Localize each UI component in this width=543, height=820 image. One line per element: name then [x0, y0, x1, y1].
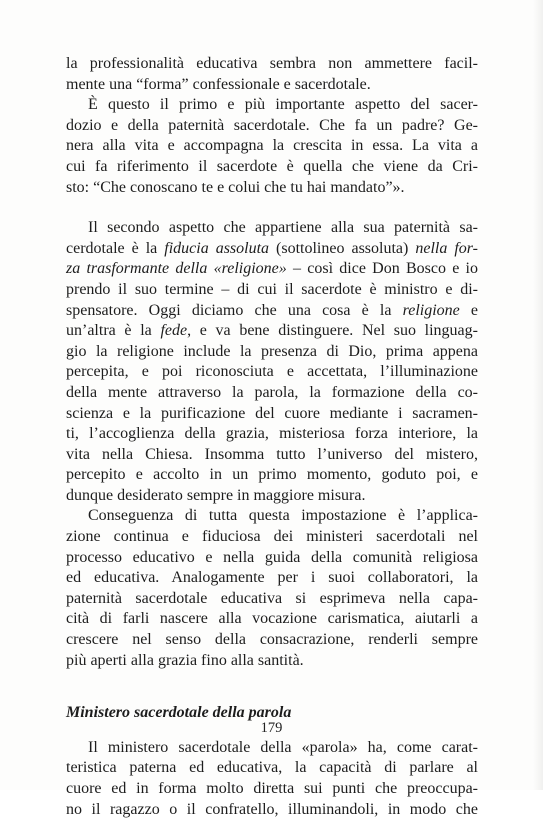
section-heading: Ministero sacerdotale della parola — [66, 704, 292, 722]
text-line: dozio e della paternità sacerdotale. Che fa un padre? Ge- — [66, 116, 478, 134]
section-gap — [66, 671, 478, 703]
text-line: mente una “forma” confessionale e sacerdotale. — [66, 75, 371, 93]
page-edge-shadow — [533, 0, 543, 790]
text-line: scienza e la purificazione del cuore mediante i sacramen- — [66, 404, 478, 422]
text-line: paternità sacerdotale educativa si esprimeva nella capa- — [66, 589, 478, 607]
text-line: un’altra è la fede, e va bene distinguere. Nel suo linguag- — [66, 322, 478, 340]
text-line: nera alla vita e accompagna la crescita in essa. La vita a — [66, 137, 478, 155]
text-line: della mente attraverso la parola, la formazione della co- — [66, 383, 478, 401]
text-line: cità di farli nascere alla vocazione carismatica, aiutarli a — [66, 610, 478, 628]
text-line: vita nella Chiesa. Insomma tutto l’universo del mistero, — [66, 445, 478, 463]
text-line: Conseguenza di tutta questa impostazione è l’applica- — [88, 507, 478, 525]
text-line: più aperti alla grazia fino alla santità. — [66, 651, 304, 669]
text-line: cuore ed in forma molto diretta sui punti che preoccupa- — [66, 780, 478, 797]
text-line: È questo il primo e più importante aspetto del sacer- — [88, 96, 478, 114]
text-line: cui fa riferimento il sacerdote è quella che viene da Cri- — [66, 157, 478, 175]
text-line: gio la religione include la presenza di Dio, prima appena — [66, 342, 478, 360]
text-line: cerdotale è la fiducia assoluta (sottolineo assoluta) nella for- — [66, 239, 479, 257]
text-line: processo educativo e nella guida della comunità religiosa — [66, 548, 478, 566]
text-line: Il secondo aspetto che appartiene alla sua paternità sa- — [88, 219, 478, 237]
paragraph-gap — [66, 198, 478, 218]
text-line: Il ministero sacerdotale della «parola» ha, come carat- — [88, 738, 478, 756]
text-line: teristica paterna ed educativa, la capacità di parlare al — [66, 759, 478, 777]
text-line: dunque desiderato sempre in maggiore misura. — [66, 486, 366, 504]
text-line: za trasformante della «religione» – così dice Don Bosco e io — [66, 260, 479, 278]
text-line: la professionalità educativa sembra non ammettere facil- — [66, 55, 478, 72]
text-line: ti, l’accoglienza della grazia, misteriosa forza interiore, la — [66, 425, 478, 443]
text-line: ed educativa. Analogamente per i suoi collaboratori, la — [66, 569, 478, 587]
text-line: sto: “Che conoscano te e colui che tu hai mandato”». — [66, 178, 405, 196]
page-number: 179 — [260, 720, 283, 736]
text-line: zione continua e fiduciosa dei ministeri sacerdotali nel — [66, 528, 478, 546]
text-line: percepita, e poi riconosciuta e accettata, l’illuminazione — [66, 363, 478, 381]
text-line: no il ragazzo o il confratello, illuminandoli, in modo che — [66, 800, 478, 818]
text-line: percepito e accolto in un primo momento, goduto poi, e — [66, 466, 478, 484]
text-line: spensatore. Oggi diciamo che una cosa è la religione e — [66, 301, 478, 319]
text-line: crescere nel senso della consacrazione, renderli sempre — [66, 631, 478, 649]
text-line: prendo il suo termine – di cui il sacerdote è ministro e di- — [66, 280, 478, 298]
body-text — [66, 54, 478, 820]
